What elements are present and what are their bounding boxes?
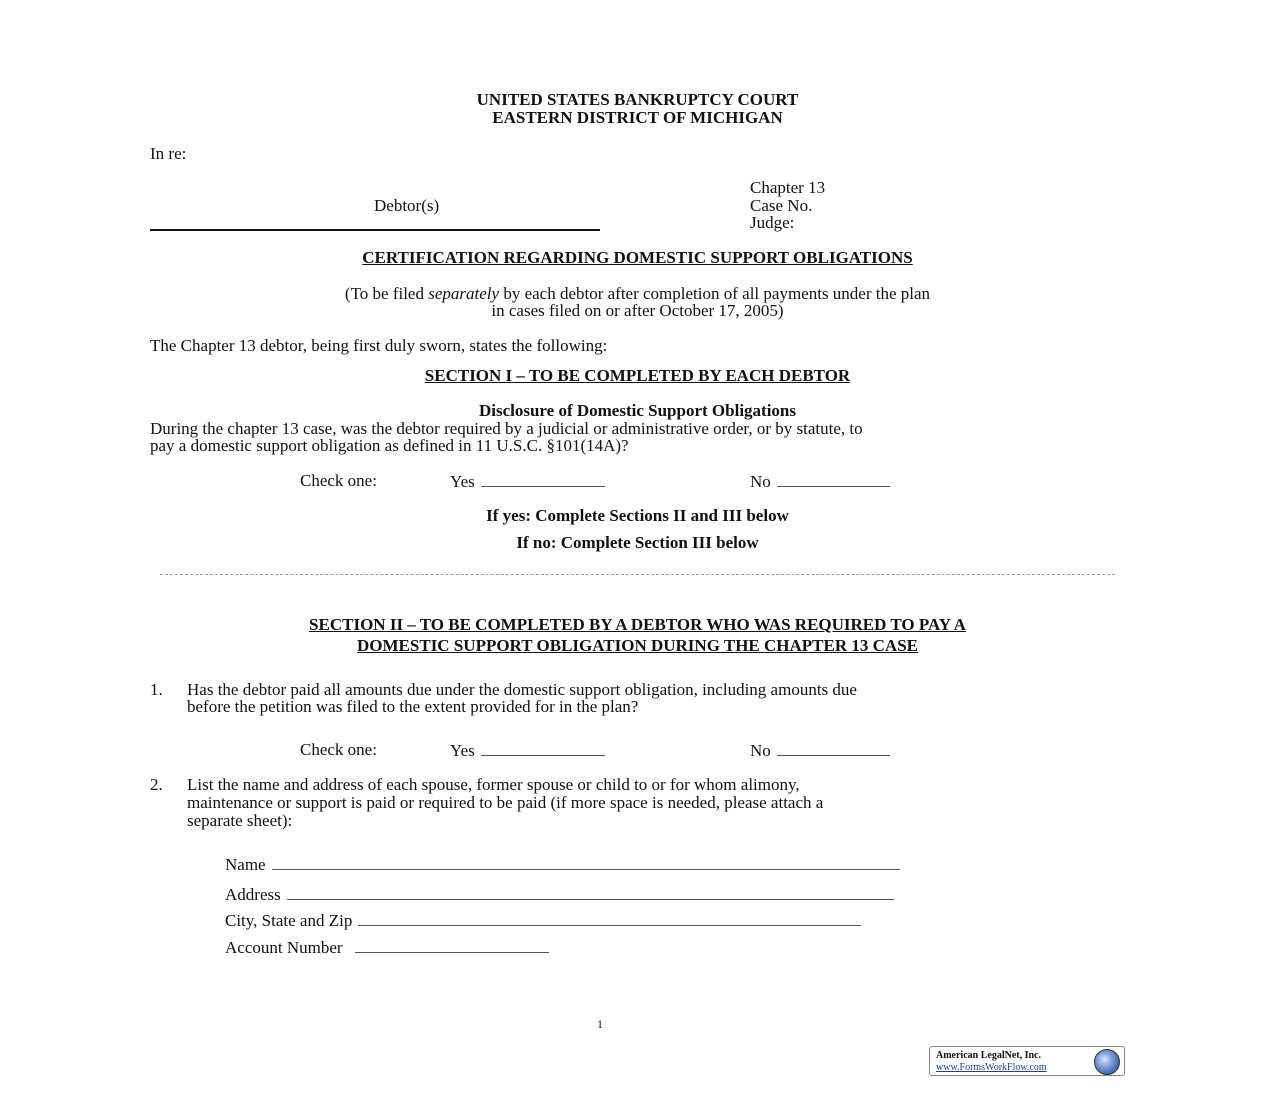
footer-url-link[interactable]: www.FormsWorkFlow.com <box>936 1062 1047 1073</box>
section2-yes-label: Yes <box>450 741 475 760</box>
name-label: Name <box>225 855 266 874</box>
item1-number: 1. <box>150 680 163 699</box>
section1-check-label: Check one: <box>300 471 377 490</box>
account-number-input[interactable] <box>355 938 549 953</box>
section1-no-label: No <box>750 472 771 491</box>
section2-no-label: No <box>750 741 771 760</box>
filing-instructions-pre: (To be filed <box>344 284 429 303</box>
in-re-label: In re: <box>150 144 187 163</box>
globe-icon <box>1094 1049 1120 1075</box>
filing-instructions-line1 <box>0 285 1275 302</box>
section2-check-label: Check one: <box>300 740 377 759</box>
section1-no-blank[interactable] <box>777 472 890 487</box>
section1-question-line2: pay a domestic support obligation as defined in 11 U.S.C. §101(14A)? <box>150 436 629 455</box>
item2-text-line2: maintenance or support is paid or required to be paid (if more space is needed, please attach a <box>187 793 824 812</box>
section-divider <box>160 574 1115 575</box>
address-label: Address <box>225 885 281 904</box>
section2-heading-line2: DOMESTIC SUPPORT OBLIGATION DURING THE CHAPTER 13 CASE <box>357 636 918 655</box>
account-number-field[interactable] <box>225 938 549 956</box>
section1-no-option[interactable] <box>750 472 890 490</box>
debtor-signature-line[interactable] <box>150 229 600 231</box>
intro-statement: The Chapter 13 debtor, being first duly sworn, states the following: <box>150 336 608 355</box>
if-no-instruction: If no: Complete Section III below <box>516 533 759 552</box>
footer-company-name: American LegalNet, Inc. <box>936 1050 1041 1061</box>
filing-instructions-emphasis: separately <box>428 284 500 303</box>
page-number: 1 <box>597 1017 603 1031</box>
section1-yes-label: Yes <box>450 472 475 491</box>
city-state-zip-field[interactable] <box>225 911 861 929</box>
city-state-zip-label: City, State and Zip <box>225 911 353 930</box>
court-name: UNITED STATES BANKRUPTCY COURT <box>476 90 799 109</box>
chapter-label: Chapter 13 <box>750 178 826 197</box>
section1-yes-option[interactable] <box>450 472 605 490</box>
account-number-label: Account Number <box>225 938 343 957</box>
section1-question-line1: During the chapter 13 case, was the debtor required by a judicial or administrative order, or by statute, to <box>150 419 863 438</box>
section1-yes-blank[interactable] <box>481 472 605 487</box>
item2-text-line1: List the name and address of each spouse, former spouse or child to or for whom alimony, <box>187 775 800 794</box>
section2-no-blank[interactable] <box>777 741 890 756</box>
name-field[interactable] <box>225 855 900 873</box>
case-no-label: Case No. <box>750 196 813 215</box>
section2-heading-line1: SECTION II – TO BE COMPLETED BY A DEBTOR WHO WAS REQUIRED TO PAY A <box>309 615 966 634</box>
section2-yes-blank[interactable] <box>481 741 605 756</box>
filing-instructions-post: by each debtor after completion of all payments under the plan <box>499 284 931 303</box>
section1-subheading: Disclosure of Domestic Support Obligations <box>478 401 797 420</box>
address-input[interactable] <box>287 885 894 900</box>
item1-text-line2: before the petition was filed to the extent provided for in the plan? <box>187 697 639 716</box>
section2-yes-option[interactable] <box>450 741 605 759</box>
section1-heading: SECTION I – TO BE COMPLETED BY EACH DEBTOR <box>424 366 851 385</box>
if-yes-instruction: If yes: Complete Sections II and III below <box>486 506 789 525</box>
filing-instructions-line2: in cases filed on or after October 17, 2005) <box>491 301 784 320</box>
item1-text-line1: Has the debtor paid all amounts due under the domestic support obligation, including amounts due <box>187 680 857 699</box>
address-field[interactable] <box>225 885 894 903</box>
item2-text-line3: separate sheet): <box>187 811 293 830</box>
american-legalnet-logo[interactable] <box>929 1046 1125 1076</box>
form-title: CERTIFICATION REGARDING DOMESTIC SUPPORT OBLIGATIONS <box>362 248 913 267</box>
item2-number: 2. <box>150 775 163 794</box>
debtor-label: Debtor(s) <box>374 196 440 215</box>
district-name: EASTERN DISTRICT OF MICHIGAN <box>492 108 783 127</box>
city-state-zip-input[interactable] <box>358 911 861 926</box>
judge-label: Judge: <box>750 213 795 232</box>
name-input[interactable] <box>272 855 900 870</box>
section2-no-option[interactable] <box>750 741 890 759</box>
